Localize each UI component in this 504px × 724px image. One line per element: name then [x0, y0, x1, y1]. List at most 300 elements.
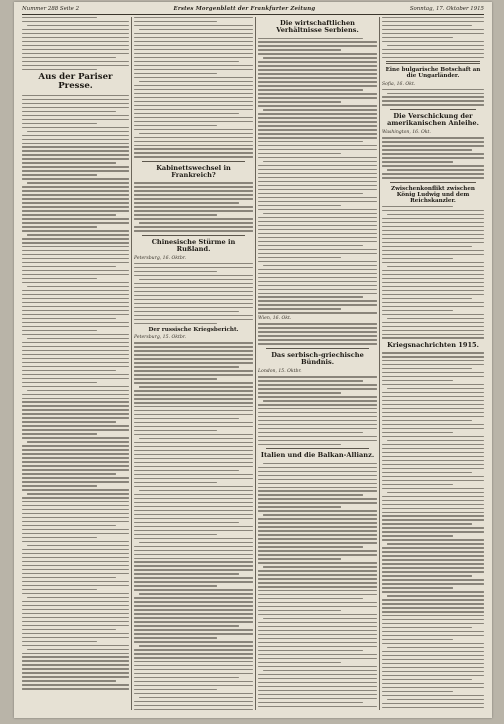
masthead-date: Sonntag, 17. Oktober 1915: [409, 6, 484, 12]
text-line: [22, 366, 129, 367]
article-headline: Zwischenkonflikt zwischen König Ludwig und dem Reichskanzler.: [391, 185, 475, 204]
text-line: [134, 426, 253, 427]
text-line: [382, 627, 472, 628]
text-line: [134, 573, 239, 574]
text-line: [22, 354, 129, 355]
text-line: [22, 362, 129, 363]
text-line: [22, 158, 129, 159]
text-line: [258, 558, 341, 559]
text-line: [134, 534, 217, 535]
text-line: [134, 125, 217, 126]
text-line: [139, 222, 253, 223]
text-line: [22, 541, 129, 542]
text-line: [382, 464, 484, 465]
text-line: [382, 137, 484, 138]
text-line: [258, 471, 377, 472]
text-line: [22, 656, 129, 657]
text-line: [134, 37, 253, 38]
text-line: [22, 645, 129, 646]
text-line: [134, 17, 253, 18]
text-line: [258, 396, 377, 397]
text-line: [258, 249, 377, 250]
text-line: [22, 202, 129, 203]
text-line: [258, 550, 377, 551]
text-line: [134, 271, 217, 272]
text-line: [382, 707, 484, 708]
text-line: [258, 467, 377, 468]
text-line: [382, 567, 484, 568]
text-line: [258, 412, 377, 413]
text-line: [258, 277, 377, 278]
article-headline: Kriegsnachrichten 1915.: [387, 340, 479, 349]
dateline: Washington, 16. Okt.: [382, 130, 431, 136]
text-line: [134, 434, 253, 435]
article-text: [258, 376, 377, 445]
text-line: [258, 432, 363, 433]
text-line: [258, 253, 377, 254]
text-line: [22, 123, 97, 124]
text-line: [382, 368, 472, 369]
text-line: [22, 258, 129, 259]
text-line: [22, 505, 129, 506]
text-line: [258, 217, 377, 218]
text-line: [22, 660, 129, 661]
text-line: [382, 21, 484, 22]
text-line: [258, 133, 377, 134]
text-line: [134, 402, 253, 403]
text-line: [134, 194, 253, 195]
text-line: [134, 422, 253, 423]
text-line: [382, 432, 453, 433]
text-line: [134, 510, 253, 511]
text-line: [22, 394, 129, 395]
text-line: [22, 409, 129, 410]
text-line: [382, 262, 484, 263]
dateline: London, 15. Oktbr.: [258, 369, 302, 375]
divider: [142, 235, 245, 236]
text-line: [382, 37, 453, 38]
text-line: [382, 547, 484, 548]
text-line: [22, 57, 116, 58]
text-line: [22, 557, 129, 558]
text-line: [22, 517, 129, 518]
text-line: [134, 569, 253, 570]
text-line: [258, 475, 377, 476]
text-line: [263, 265, 377, 266]
text-line: [382, 667, 484, 668]
text-line: [134, 653, 253, 654]
text-line: [258, 269, 377, 270]
text-line: [22, 302, 129, 303]
text-line: [22, 143, 129, 144]
text-line: [387, 595, 484, 596]
text-line: [134, 621, 253, 622]
text-line: [382, 177, 484, 178]
text-line: [134, 374, 253, 375]
text-line: [134, 218, 253, 219]
text-line: [22, 641, 97, 642]
article-text: [382, 352, 484, 710]
text-line: [258, 376, 377, 377]
text-line: [134, 33, 253, 34]
text-line: [258, 494, 363, 495]
text-line: [382, 687, 484, 688]
text-line: [382, 527, 484, 528]
text-line: [258, 129, 377, 130]
text-line: [22, 282, 129, 283]
text-line: [22, 417, 129, 418]
text-line: [134, 299, 253, 300]
text-line: [382, 310, 453, 311]
article-headline: Chinesische Stürme in Rußland.: [151, 237, 236, 253]
text-line: [382, 512, 484, 513]
text-line: [382, 488, 484, 489]
text-line: [258, 574, 377, 575]
text-line: [134, 65, 253, 66]
text-line: [382, 683, 484, 684]
text-line: [134, 406, 253, 407]
text-line: [139, 279, 253, 280]
text-line: [258, 570, 377, 571]
text-line: [382, 444, 484, 445]
text-line: [382, 96, 484, 97]
text-line: [22, 593, 129, 594]
text-line: [382, 330, 484, 331]
text-line: [134, 89, 253, 90]
text-line: [258, 510, 377, 511]
text-line: [263, 566, 377, 567]
text-line: [382, 515, 484, 516]
text-line: [22, 676, 129, 677]
text-line: [22, 525, 116, 526]
text-line: [22, 453, 129, 454]
text-line: [134, 669, 253, 670]
text-line: [258, 89, 363, 90]
article-headline: Die Verschickung der amerikanischen Anleihe.: [387, 111, 479, 128]
text-line: [22, 605, 129, 606]
text-line: [22, 218, 129, 219]
column-2: [134, 17, 253, 710]
text-line: [258, 614, 377, 615]
text-line: [382, 278, 484, 279]
text-line: [134, 530, 253, 531]
text-line: [263, 514, 377, 515]
text-line: [258, 157, 377, 158]
divider: [386, 61, 480, 64]
text-line: [134, 538, 253, 539]
text-line: [387, 266, 484, 267]
text-line: [382, 635, 484, 636]
text-line: [134, 291, 253, 292]
text-line: [382, 222, 484, 223]
text-line: [134, 350, 253, 351]
text-line: [134, 677, 239, 678]
text-line: [27, 25, 129, 26]
text-line: [134, 141, 253, 142]
text-line: [258, 304, 377, 305]
text-line: [22, 290, 129, 291]
text-line: [134, 101, 253, 102]
text-line: [134, 214, 217, 215]
text-line: [22, 33, 129, 34]
text-line: [387, 388, 484, 389]
text-line: [22, 637, 129, 638]
text-line: [258, 420, 377, 421]
text-line: [258, 490, 377, 491]
article-text: [258, 38, 377, 314]
column-rule: [131, 17, 132, 710]
text-line: [139, 386, 253, 387]
text-line: [22, 497, 129, 498]
text-line: [382, 104, 484, 105]
text-line: [134, 49, 253, 50]
text-line: [258, 145, 377, 146]
text-line: [258, 331, 377, 332]
text-line: [258, 185, 377, 186]
text-line: [22, 569, 129, 570]
text-line: [134, 230, 253, 231]
text-line: [22, 210, 129, 211]
text-line: [263, 618, 377, 619]
text-line: [258, 562, 377, 563]
text-line: [382, 603, 484, 604]
text-line: [22, 21, 129, 22]
text-line: [382, 591, 484, 592]
column-rule: [255, 17, 256, 710]
text-line: [134, 267, 253, 268]
article-text: [382, 206, 484, 339]
text-line: [134, 454, 253, 455]
text-line: [27, 390, 129, 391]
text-line: [382, 206, 453, 207]
text-line: [134, 494, 253, 495]
text-line: [134, 641, 253, 642]
text-line: [382, 238, 484, 239]
text-line: [22, 146, 129, 147]
text-line: [22, 358, 129, 359]
text-line: [22, 306, 129, 307]
text-line: [22, 429, 129, 430]
text-line: [382, 290, 484, 291]
text-line: [22, 501, 129, 502]
text-line: [258, 229, 377, 230]
text-line: [134, 693, 253, 694]
article-headline: Die wirtschaftlichen Verhältnisse Serbiens.: [276, 19, 359, 35]
text-line: [22, 473, 116, 474]
text-line: [134, 109, 253, 110]
text-line: [382, 555, 484, 556]
text-line: [134, 394, 253, 395]
text-line: [258, 289, 377, 290]
text-line: [134, 21, 217, 22]
text-line: [382, 659, 484, 660]
text-line: [22, 617, 129, 618]
text-line: [258, 69, 377, 70]
text-line: [134, 366, 239, 367]
text-line: [258, 257, 341, 258]
text-line: [22, 668, 129, 669]
text-line: [258, 273, 377, 274]
text-line: [22, 154, 129, 155]
text-line: [382, 53, 484, 54]
text-line: [134, 378, 217, 379]
text-line: [382, 631, 484, 632]
text-line: [263, 670, 377, 671]
text-line: [134, 226, 253, 227]
text-line: [382, 456, 484, 457]
text-line: [22, 457, 129, 458]
text-line: [258, 41, 377, 42]
text-line: [22, 162, 116, 163]
text-line: [134, 518, 253, 519]
text-line: [382, 551, 484, 552]
text-line: [134, 498, 253, 499]
text-line: [22, 322, 129, 323]
text-line: [382, 149, 472, 150]
text-line: [22, 95, 129, 96]
divider: [390, 109, 476, 110]
text-line: [22, 401, 129, 402]
text-line: [382, 372, 484, 373]
text-line: [22, 250, 129, 251]
text-line: [258, 706, 377, 707]
text-line: [22, 318, 116, 319]
text-line: [134, 25, 253, 26]
text-line: [258, 440, 377, 441]
text-line: [134, 77, 253, 78]
text-line: [134, 681, 253, 682]
text-line: [134, 546, 253, 547]
text-line: [258, 674, 377, 675]
text-line: [382, 322, 484, 323]
text-line: [134, 565, 253, 566]
text-line: [134, 57, 253, 58]
text-line: [22, 398, 129, 399]
text-line: [382, 337, 484, 338]
text-line: [258, 626, 377, 627]
text-line: [22, 254, 129, 255]
text-line: [134, 210, 253, 211]
text-line: [258, 177, 377, 178]
text-line: [258, 113, 377, 114]
text-line: [258, 181, 377, 182]
text-line: [134, 145, 253, 146]
text-line: [134, 414, 253, 415]
text-line: [134, 585, 217, 586]
text-line: [22, 433, 97, 434]
text-line: [134, 502, 253, 503]
text-line: [382, 531, 484, 532]
text-line: [134, 390, 253, 391]
text-line: [258, 65, 377, 66]
text-line: [134, 617, 253, 618]
text-line: [258, 149, 377, 150]
text-line: [382, 173, 484, 174]
text-line: [22, 625, 129, 626]
text-line: [382, 356, 484, 357]
text-line: [258, 634, 377, 635]
text-line: [22, 270, 129, 271]
text-line: [258, 225, 377, 226]
text-line: [22, 549, 129, 550]
text-line: [134, 263, 253, 264]
dateline: Petersburg, 15. Oktbr.: [134, 335, 186, 341]
text-line: [134, 137, 253, 138]
text-line: [134, 202, 239, 203]
text-line: [258, 61, 377, 62]
text-line: [22, 461, 129, 462]
text-line: [382, 611, 484, 612]
text-line: [22, 680, 116, 681]
text-line: [134, 522, 239, 523]
text-line: [382, 651, 484, 652]
text-line: [134, 198, 253, 199]
text-line: [258, 582, 377, 583]
text-line: [27, 597, 129, 598]
article-text: [134, 17, 253, 158]
text-line: [382, 384, 484, 385]
text-line: [258, 323, 377, 324]
text-line: [258, 169, 377, 170]
text-line: [22, 577, 116, 578]
text-line: [139, 29, 253, 30]
text-line: [258, 546, 363, 547]
text-line: [258, 261, 377, 262]
text-line: [382, 226, 484, 227]
text-line: [382, 420, 472, 421]
text-line: [258, 327, 377, 328]
text-line: [22, 629, 116, 630]
text-line: [22, 529, 129, 530]
text-line: [258, 125, 377, 126]
text-line: [22, 386, 129, 387]
text-line: [139, 438, 253, 439]
text-line: [258, 654, 377, 655]
text-line: [258, 666, 377, 667]
text-line: [22, 65, 129, 66]
text-line: [134, 182, 253, 183]
text-line: [258, 237, 377, 238]
text-line: [382, 655, 484, 656]
text-line: [22, 262, 129, 263]
text-line: [134, 295, 253, 296]
text-line: [134, 486, 253, 487]
text-line: [382, 165, 484, 166]
text-line: [134, 609, 253, 610]
text-line: [134, 323, 217, 324]
text-line: [387, 440, 484, 441]
text-line: [382, 480, 484, 481]
text-line: [258, 554, 377, 555]
text-line: [258, 245, 363, 246]
text-line: [382, 380, 453, 381]
text-line: [382, 250, 484, 251]
text-line: [258, 622, 377, 623]
text-line: [134, 410, 253, 411]
text-line: [258, 646, 377, 647]
text-line: [22, 437, 129, 438]
text-line: [382, 675, 484, 676]
text-line: [134, 625, 239, 626]
masthead: [22, 4, 484, 15]
text-line: [258, 105, 377, 106]
text-line: [22, 135, 129, 136]
text-line: [134, 474, 253, 475]
article-text: [382, 137, 484, 178]
text-line: [134, 362, 253, 363]
text-line: [134, 73, 217, 74]
text-line: [134, 665, 253, 666]
